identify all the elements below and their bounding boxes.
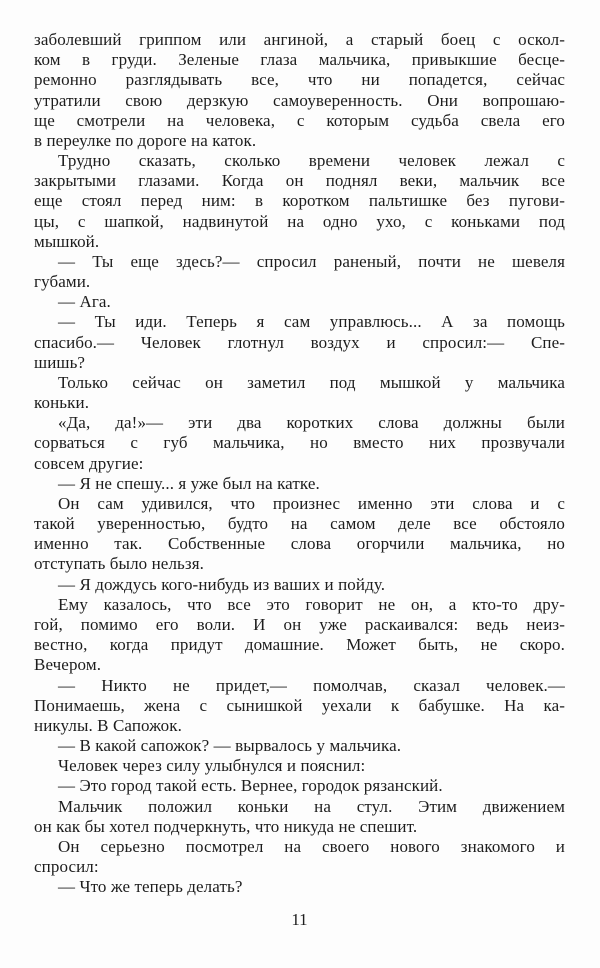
text-line: — Ага.	[58, 292, 111, 312]
text-line: ремонно разглядывать все, что ни попадется, сейчас	[34, 70, 565, 90]
text-line: спросил:	[34, 857, 99, 877]
text-line: — Ты еще здесь?— спросил раненый, почти не шевеля	[58, 251, 565, 271]
text-line: закрытыми глазами. Когда он поднял веки, мальчик все	[34, 171, 565, 191]
text-line: ще смотрели на человека, с которым судьба свела его	[34, 110, 565, 130]
text-line: — Я дождусь кого-нибудь из ваших и пойду.	[58, 574, 386, 594]
text-line: заболевший гриппом или ангиной, а старый боец с оскол-	[34, 30, 565, 49]
text-line: — Я не спешу... я уже был на катке.	[58, 473, 320, 493]
text-line: — Это город такой есть. Вернее, городок рязанский.	[58, 776, 443, 796]
text-line: коньки.	[34, 393, 90, 413]
text-line: Человек через силу улыбнулся и пояснил:	[58, 756, 366, 776]
text-line: Только сейчас он заметил под мышкой у мальчика	[58, 372, 565, 392]
text-line: еще стоял перед ним: в коротком пальтишке без пугови-	[34, 191, 565, 211]
text-line: вестно, когда придут домашние. Может быть, не скоро.	[34, 635, 565, 655]
text-line: Он серьезно посмотрел на своего нового знакомого и	[58, 836, 565, 856]
text-line: шишь?	[34, 352, 86, 372]
text-line: «Да, да!»— эти два коротких слова должны были	[58, 413, 565, 433]
text-line: такой уверенностью, будто на самом деле все обстояло	[34, 514, 565, 534]
text-line: Трудно сказать, сколько времени человек лежал с	[58, 151, 565, 171]
text-line: Понимаешь, жена с сынишкой уехали к бабушке. На ка-	[34, 695, 565, 715]
text-line: совсем другие:	[34, 453, 144, 473]
text-line: гой, помимо его воли. И он уже раскаивался: ведь неиз-	[34, 614, 565, 634]
text-line: Он сам удивился, что произнес именно эти слова и с	[58, 493, 565, 513]
text-line: отступать было нельзя.	[34, 554, 204, 574]
text-line: губами.	[34, 272, 91, 292]
page-number: 11	[291, 910, 308, 930]
text-line: именно так. Собственные слова огорчили мальчика, но	[34, 534, 565, 554]
text-line: Вечером.	[34, 655, 102, 675]
text-line: никулы. В Сапожок.	[34, 715, 182, 735]
text-line: Ему казалось, что все это говорит не он, а кто-то дру-	[58, 594, 565, 614]
text-line: — В какой сапожок? — вырвалось у мальчика.	[58, 736, 402, 756]
text-line: мышкой.	[34, 231, 100, 251]
text-line: — Никто не придет,— помолчав, сказал человек.—	[58, 675, 565, 695]
text-line: в переулке по дороге на каток.	[34, 130, 257, 150]
text-line: ком в груди. Зеленые глаза мальчика, привыкшие бесце-	[34, 50, 565, 70]
text-line: утратили свою дерзкую самоуверенность. Они вопрошаю-	[34, 90, 565, 110]
text-line: — Ты иди. Теперь я сам управлюсь... А за помощь	[58, 312, 565, 332]
text-line: Мальчик положил коньки на стул. Этим движением	[58, 796, 565, 816]
text-line: — Что же теперь делать?	[58, 877, 243, 897]
text-line: спасибо.— Человек глотнул воздух и спросил:— Спе-	[34, 332, 565, 352]
text-line: он как бы хотел подчеркнуть, что никуда не спешит.	[34, 816, 418, 836]
text-line: цы, с шапкой, надвинутой на одно ухо, с коньками под	[34, 211, 565, 231]
text-block	[34, 30, 565, 897]
text-line: сорваться с губ мальчика, но вместо них прозвучали	[34, 433, 565, 453]
